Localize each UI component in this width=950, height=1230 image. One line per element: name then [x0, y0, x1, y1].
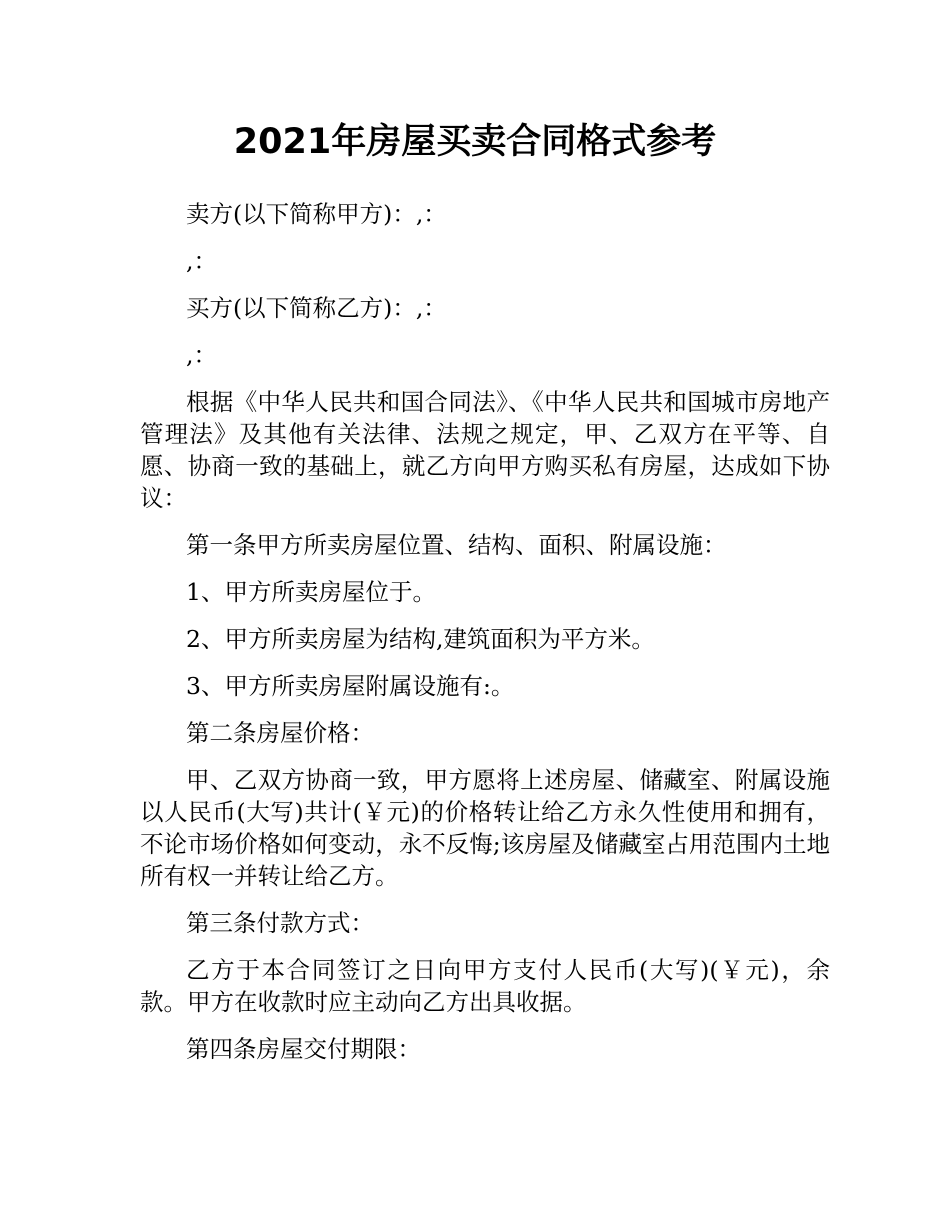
paragraph-buyer: 买方(以下简称乙方)：,：: [186, 294, 447, 322]
document-body: [140, 198, 830, 1080]
paragraph-seller-contact: ,：: [186, 247, 217, 275]
paragraph-preamble: 根据《中华人民共和国合同法》、《中华人民共和国城市房地产管理法》及其他有关法律、法规之规定，甲、乙双方在平等、自愿、协商一致的基础上，就乙方向甲方购买私有房屋，达成如下协议：: [140, 388, 830, 512]
paragraph-article-3-body: 乙方于本合同签订之日向甲方支付人民币(大写)(￥元)，余款。甲方在收款时应主动向乙方出具收据。: [140, 956, 830, 1016]
paragraph-article-4-heading: 第四条房屋交付期限：: [186, 1035, 421, 1063]
paragraph-seller: 卖方(以下简称甲方)：,：: [186, 200, 447, 228]
paragraph-article-2-body: 甲、乙双方协商一致，甲方愿将上述房屋、储藏室、附属设施以人民币(大写)共计(￥元)的价格转让给乙方永久性使用和拥有，不论市场价格如何变动，永不反悔;该房屋及储藏室占用范围内土地所有权一并转让给乙方。: [140, 766, 830, 890]
paragraph-article-1-item-2: 2、甲方所卖房屋为结构,建筑面积为平方米。: [186, 625, 655, 653]
paragraph-article-3-heading: 第三条付款方式：: [186, 909, 374, 937]
paragraph-article-1-item-1: 1、甲方所卖房屋位于。: [186, 578, 436, 606]
paragraph-article-1-item-3: 3、甲方所卖房屋附属设施有:。: [186, 672, 515, 700]
paragraph-article-1-heading: 第一条甲方所卖房屋位置、结构、面积、附属设施：: [186, 531, 727, 559]
document-title: 2021年房屋买卖合同格式参考: [233, 122, 717, 162]
paragraph-article-2-heading: 第二条房屋价格：: [186, 719, 374, 747]
paragraph-buyer-contact: ,：: [186, 341, 217, 369]
